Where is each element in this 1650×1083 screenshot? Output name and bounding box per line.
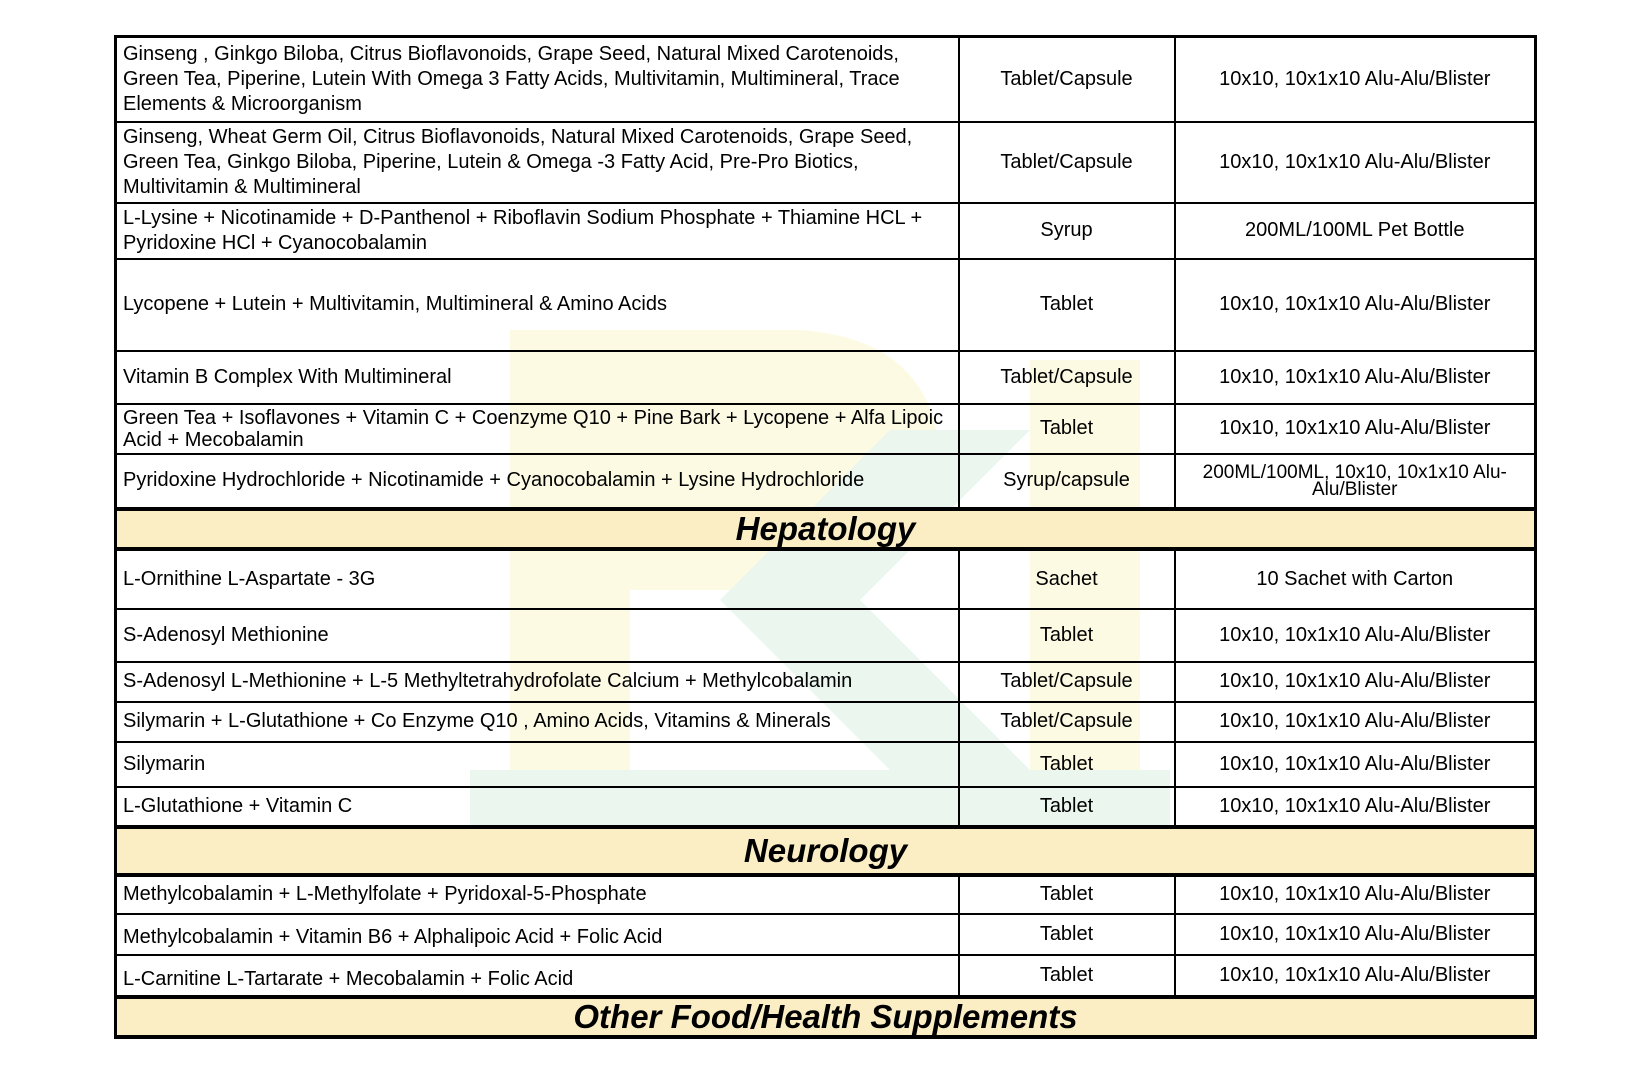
dosage-form: Tablet/Capsule	[959, 122, 1175, 203]
product-composition: Ginseng , Ginkgo Biloba, Citrus Bioflavonoids, Grape Seed, Natural Mixed Carotenoids, Green Tea, Piperine, Lutein With Omega 3 Fatty Acids, Multivitamin, Multimineral, Trace Elements & Microorganism	[116, 37, 959, 122]
product-composition: L-Lysine + Nicotinamide + D-Panthenol + Riboflavin Sodium Phosphate + Thiamine HCL + Pyridoxine HCl + Cyanocobalamin	[116, 203, 959, 259]
section-title: Other Food/Health Supplements	[116, 997, 1536, 1037]
packing: 10x10, 10x1x10 Alu-Alu/Blister	[1175, 37, 1536, 122]
dosage-form: Sachet	[959, 549, 1175, 609]
product-composition: Silymarin	[116, 742, 959, 787]
product-composition: L-Glutathione + Vitamin C	[116, 787, 959, 827]
product-composition: Silymarin + L-Glutathione + Co Enzyme Q10 , Amino Acids, Vitamins & Minerals	[116, 702, 959, 742]
table-row	[116, 259, 1536, 351]
dosage-form: Tablet	[959, 609, 1175, 662]
packing: 200ML/100ML Pet Bottle	[1175, 203, 1536, 259]
packing: 10x10, 10x1x10 Alu-Alu/Blister	[1175, 875, 1536, 914]
dosage-form: Tablet	[959, 787, 1175, 827]
product-table	[114, 35, 1537, 1039]
packing: 10x10, 10x1x10 Alu-Alu/Blister	[1175, 122, 1536, 203]
product-composition: L-Carnitine L-Tartarate + Mecobalamin + Folic Acid	[116, 955, 959, 997]
table-row	[116, 914, 1536, 955]
table-row	[116, 662, 1536, 702]
packing: 10x10, 10x1x10 Alu-Alu/Blister	[1175, 662, 1536, 702]
dosage-form: Tablet/Capsule	[959, 702, 1175, 742]
table-row	[116, 787, 1536, 827]
table-row	[116, 875, 1536, 914]
product-composition: Lycopene + Lutein + Multivitamin, Multimineral & Amino Acids	[116, 259, 959, 351]
section-header-other-supplements	[116, 997, 1536, 1037]
dosage-form: Tablet	[959, 955, 1175, 997]
table-row	[116, 404, 1536, 454]
table-row	[116, 702, 1536, 742]
dosage-form: Tablet	[959, 404, 1175, 454]
product-composition: Methylcobalamin + Vitamin B6 + Alphalipoic Acid + Folic Acid	[116, 914, 959, 955]
section-header-hepatology	[116, 509, 1536, 549]
dosage-form: Tablet	[959, 875, 1175, 914]
table-row	[116, 549, 1536, 609]
table-row	[116, 122, 1536, 203]
dosage-form: Tablet/Capsule	[959, 662, 1175, 702]
dosage-form: Tablet/Capsule	[959, 37, 1175, 122]
packing: 10x10, 10x1x10 Alu-Alu/Blister	[1175, 702, 1536, 742]
product-composition: S-Adenosyl Methionine	[116, 609, 959, 662]
dosage-form: Syrup/capsule	[959, 454, 1175, 509]
packing: 10x10, 10x1x10 Alu-Alu/Blister	[1175, 914, 1536, 955]
table-row	[116, 955, 1536, 997]
packing: 10x10, 10x1x10 Alu-Alu/Blister	[1175, 404, 1536, 454]
product-composition: Green Tea + Isoflavones + Vitamin C + Coenzyme Q10 + Pine Bark + Lycopene + Alfa Lipoic Acid + Mecobalamin	[116, 404, 959, 454]
packing: 200ML/100ML, 10x10, 10x1x10 Alu-Alu/Blister	[1175, 454, 1536, 509]
packing: 10x10, 10x1x10 Alu-Alu/Blister	[1175, 742, 1536, 787]
table-row	[116, 609, 1536, 662]
table-row	[116, 454, 1536, 509]
product-composition: Ginseng, Wheat Germ Oil, Citrus Bioflavonoids, Natural Mixed Carotenoids, Grape Seed, Green Tea, Ginkgo Biloba, Piperine, Lutein & Omega -3 Fatty Acid, Pre-Pro Biotics, Multivitamin & Multimineral	[116, 122, 959, 203]
section-header-neurology	[116, 827, 1536, 875]
product-composition: S-Adenosyl L-Methionine + L-5 Methyltetrahydrofolate Calcium + Methylcobalamin	[116, 662, 959, 702]
dosage-form: Tablet/Capsule	[959, 351, 1175, 404]
product-composition: L-Ornithine L-Aspartate - 3G	[116, 549, 959, 609]
packing: 10x10, 10x1x10 Alu-Alu/Blister	[1175, 955, 1536, 997]
product-composition: Pyridoxine Hydrochloride + Nicotinamide + Cyanocobalamin + Lysine Hydrochloride	[116, 454, 959, 509]
table-row	[116, 37, 1536, 122]
section-title: Hepatology	[116, 509, 1536, 549]
packing: 10x10, 10x1x10 Alu-Alu/Blister	[1175, 787, 1536, 827]
table-row	[116, 203, 1536, 259]
section-title: Neurology	[116, 827, 1536, 875]
dosage-form: Syrup	[959, 203, 1175, 259]
product-composition: Methylcobalamin + L-Methylfolate + Pyridoxal-5-Phosphate	[116, 875, 959, 914]
packing: 10x10, 10x1x10 Alu-Alu/Blister	[1175, 351, 1536, 404]
dosage-form: Tablet	[959, 259, 1175, 351]
table-row	[116, 351, 1536, 404]
dosage-form: Tablet	[959, 742, 1175, 787]
product-composition: Vitamin B Complex With Multimineral	[116, 351, 959, 404]
packing: 10x10, 10x1x10 Alu-Alu/Blister	[1175, 609, 1536, 662]
dosage-form: Tablet	[959, 914, 1175, 955]
packing: 10x10, 10x1x10 Alu-Alu/Blister	[1175, 259, 1536, 351]
table-row	[116, 742, 1536, 787]
packing: 10 Sachet with Carton	[1175, 549, 1536, 609]
